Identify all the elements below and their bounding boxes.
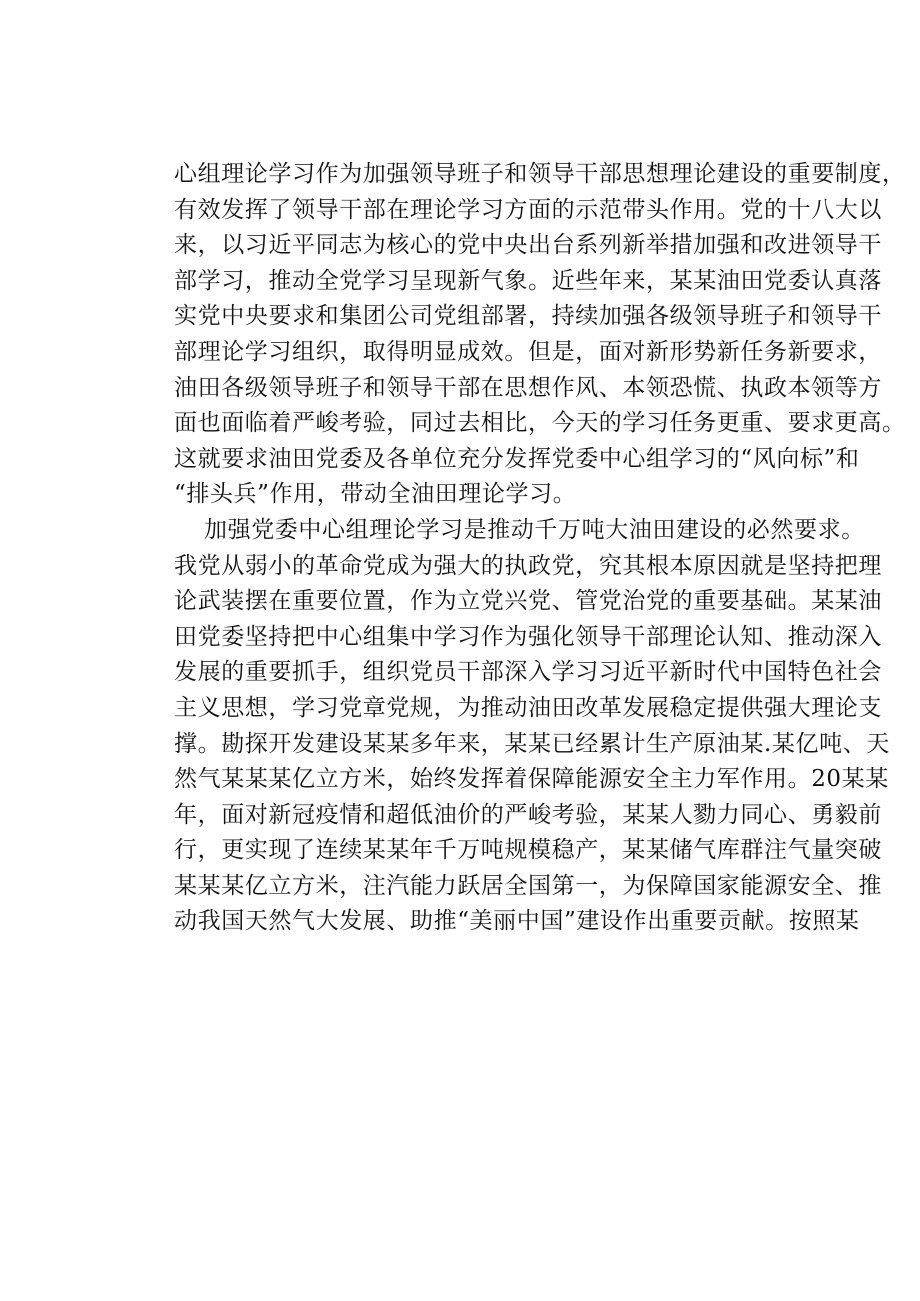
text-line: 田党委坚持把中心组集中学习作为强化领导干部理论认知、推动深入 (174, 623, 882, 650)
text-line: 有效发挥了领导干部在理论学习方面的示范带头作用。党的十八大以 (174, 196, 882, 223)
text-line: “排头兵”作用，带动全油田理论学习。 (174, 481, 577, 508)
text-line: 主义思想，学习党章党规，为推动油田改革发展稳定提供强大理论支 (174, 694, 882, 721)
text-line: 论武装摆在重要位置，作为立党兴党、管党治党的重要基础。某某油 (174, 588, 882, 615)
text-line: 油田各级领导班子和领导干部在思想作风、本领恐慌、执政本领等方 (174, 374, 882, 401)
text-line: 然气某某某亿立方米，始终发挥着保障能源安全主力军作用。20某某 (174, 766, 889, 793)
text-line: 面也面临着严峻考验，同过去相比，今天的学习任务更重、要求更高。 (174, 410, 906, 437)
text-line: 部学习，推动全党学习呈现新气象。近些年来，某某油田党委认真落 (174, 267, 882, 294)
text-line: 动我国天然气大发展、助推“美丽中国”建设作出重要贡献。按照某 (174, 908, 860, 935)
text-line: 来，以习近平同志为核心的党中央出台系列新举措加强和改进领导干 (174, 232, 882, 259)
paragraph (174, 157, 906, 513)
text-line: 这就要求油田党委及各单位充分发挥党委中心组学习的“风向标”和 (174, 445, 860, 472)
text-line: 实党中央要求和集团公司党组部署，持续加强各级领导班子和领导干 (174, 303, 882, 330)
paragraph (174, 513, 890, 940)
text-line: 行，更实现了连续某某年千万吨规模稳产，某某储气库群注气量突破 (174, 837, 882, 864)
body-text (174, 157, 906, 940)
text-line: 撑。勘探开发建设某某多年来，某某已经累计生产原油某.某亿吨、天 (174, 730, 890, 757)
text-line: 部理论学习组织，取得明显成效。但是，面对新形势新任务新要求， (174, 338, 882, 365)
text-line: 心组理论学习作为加强领导班子和领导干部思想理论建设的重要制度， (174, 161, 906, 187)
text-line: 年，面对新冠疫情和超低油价的严峻考验，某某人勠力同心、勇毅前 (174, 801, 882, 828)
text-line: 我党从弱小的革命党成为强大的执政党，究其根本原因就是坚持把理 (174, 552, 882, 579)
text-line: 加强党委中心组理论学习是推动千万吨大油田建设的必然要求。 (204, 516, 865, 543)
text-line: 某某某亿立方米，注汽能力跃居全国第一，为保障国家能源安全、推 (174, 872, 882, 899)
text-line: 发展的重要抓手，组织党员干部深入学习习近平新时代中国特色社会 (174, 659, 882, 686)
